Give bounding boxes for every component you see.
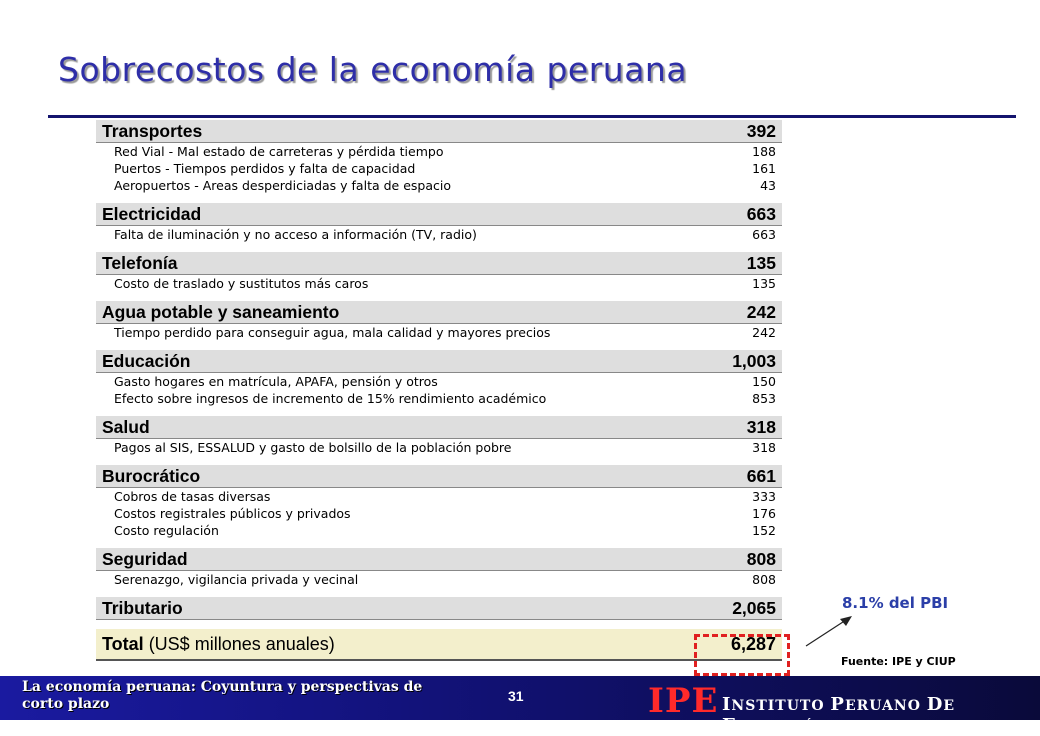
item-row bbox=[96, 324, 782, 341]
item-name: Cobros de tasas diversas bbox=[114, 489, 271, 504]
item-row bbox=[96, 143, 782, 160]
category-name: Seguridad bbox=[102, 548, 188, 569]
source-note: Fuente: IPE y CIUP bbox=[841, 655, 956, 668]
item-name: Aeropuertos - Areas desperdiciadas y falta de espacio bbox=[114, 178, 451, 193]
category-name: Agua potable y saneamiento bbox=[102, 301, 340, 322]
item-name: Costo regulación bbox=[114, 523, 219, 538]
item-value: 150 bbox=[752, 374, 776, 389]
category-row bbox=[96, 548, 782, 571]
ipe-logo: IPE bbox=[648, 681, 719, 721]
category-value: 318 bbox=[746, 416, 776, 437]
category-group bbox=[96, 465, 782, 539]
category-row bbox=[96, 301, 782, 324]
category-name: Electricidad bbox=[102, 203, 202, 224]
item-row bbox=[96, 226, 782, 243]
item-name: Pagos al SIS, ESSALUD y gasto de bolsillo de la población pobre bbox=[114, 440, 512, 455]
item-value: 152 bbox=[752, 523, 776, 538]
category-group bbox=[96, 597, 782, 620]
category-group bbox=[96, 120, 782, 194]
total-label bbox=[102, 634, 335, 655]
item-row bbox=[96, 177, 782, 194]
category-value: 661 bbox=[746, 465, 776, 486]
category-group bbox=[96, 350, 782, 407]
category-group bbox=[96, 203, 782, 243]
item-value: 135 bbox=[752, 276, 776, 291]
footer-subtitle: La economía peruana: Coyuntura y perspectivas de corto plazo bbox=[22, 679, 423, 712]
item-value: 161 bbox=[752, 161, 776, 176]
item-value: 242 bbox=[752, 325, 776, 340]
category-value: 135 bbox=[746, 252, 776, 273]
category-group bbox=[96, 252, 782, 292]
total-highlight-box bbox=[694, 634, 790, 676]
item-value: 188 bbox=[752, 144, 776, 159]
total-value: 6,287 bbox=[730, 633, 776, 654]
item-name: Costos registrales públicos y privados bbox=[114, 506, 351, 521]
category-row bbox=[96, 252, 782, 275]
pbi-note: 8.1% del PBI bbox=[842, 594, 949, 612]
category-value: 2,065 bbox=[732, 597, 776, 618]
item-row bbox=[96, 571, 782, 588]
category-name: Tributario bbox=[102, 597, 183, 618]
item-row bbox=[96, 439, 782, 456]
item-name: Red Vial - Mal estado de carreteras y pérdida tiempo bbox=[114, 144, 444, 159]
institute-name: INSTITUTO PERUANO DE ECONOMÍA bbox=[722, 694, 956, 736]
category-value: 663 bbox=[746, 203, 776, 224]
item-value: 808 bbox=[752, 572, 776, 587]
category-group bbox=[96, 416, 782, 456]
category-value: 1,003 bbox=[732, 350, 776, 371]
category-value: 392 bbox=[746, 120, 776, 141]
cost-table bbox=[96, 120, 782, 661]
item-value: 43 bbox=[760, 178, 776, 193]
category-value: 242 bbox=[746, 301, 776, 322]
item-value: 333 bbox=[752, 489, 776, 504]
item-name: Efecto sobre ingresos de incremento de 15% rendimiento académico bbox=[114, 391, 547, 406]
category-value: 808 bbox=[746, 548, 776, 569]
item-row bbox=[96, 275, 782, 292]
item-row bbox=[96, 522, 782, 539]
category-name: Educación bbox=[102, 350, 191, 371]
total-unit: (US$ millones anuales) bbox=[148, 633, 335, 654]
item-row bbox=[96, 488, 782, 505]
category-row bbox=[96, 350, 782, 373]
item-name: Gasto hogares en matrícula, APAFA, pensión y otros bbox=[114, 374, 438, 389]
item-value: 663 bbox=[752, 227, 776, 242]
category-name: Telefonía bbox=[102, 252, 178, 273]
title-underline bbox=[48, 115, 1016, 118]
category-group bbox=[96, 548, 782, 588]
item-name: Serenazgo, vigilancia privada y vecinal bbox=[114, 572, 359, 587]
item-name: Tiempo perdido para conseguir agua, mala calidad y mayores precios bbox=[114, 325, 551, 340]
category-name: Transportes bbox=[102, 120, 203, 141]
item-name: Falta de iluminación y no acceso a información (TV, radio) bbox=[114, 227, 477, 242]
category-group bbox=[96, 301, 782, 341]
page-number: 31 bbox=[508, 688, 524, 704]
item-row bbox=[96, 373, 782, 390]
category-row bbox=[96, 416, 782, 439]
category-row bbox=[96, 465, 782, 488]
item-name: Puertos - Tiempos perdidos y falta de capacidad bbox=[114, 161, 416, 176]
total-row bbox=[96, 629, 782, 661]
item-name: Costo de traslado y sustitutos más caros bbox=[114, 276, 369, 291]
category-row bbox=[96, 203, 782, 226]
total-label-text: Total bbox=[102, 633, 144, 654]
item-row bbox=[96, 505, 782, 522]
category-row bbox=[96, 597, 782, 620]
item-row bbox=[96, 160, 782, 177]
category-row bbox=[96, 120, 782, 143]
item-row bbox=[96, 390, 782, 407]
item-value: 318 bbox=[752, 440, 776, 455]
item-value: 853 bbox=[752, 391, 776, 406]
item-value: 176 bbox=[752, 506, 776, 521]
arrow-icon bbox=[800, 612, 860, 652]
slide-title: Sobrecostos de la economía peruana bbox=[58, 50, 688, 89]
category-name: Burocrático bbox=[102, 465, 201, 486]
category-name: Salud bbox=[102, 416, 150, 437]
